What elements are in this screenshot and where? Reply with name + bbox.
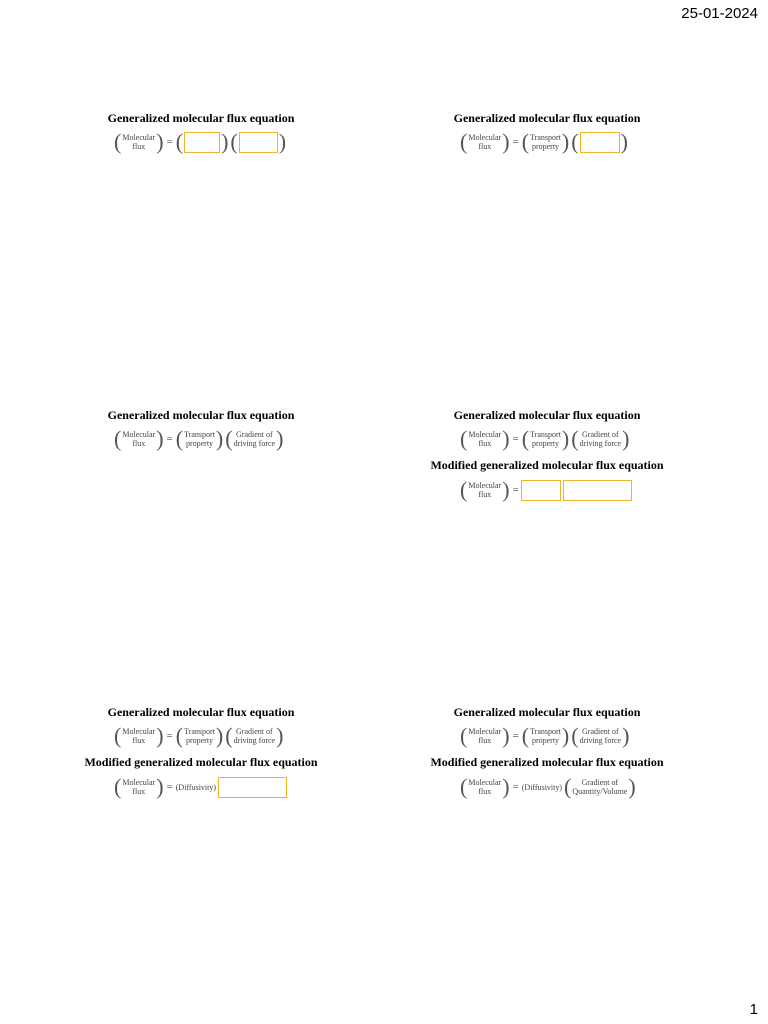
blank-term-1 <box>175 131 230 153</box>
driving-force-term: ( Gradient of driving force ) <box>570 428 630 450</box>
molecular-flux-term: ( Molecular flux ) <box>113 725 165 747</box>
slide-2 <box>346 105 730 402</box>
equals-sign: = <box>512 433 519 445</box>
slide-6 <box>346 699 730 996</box>
transport-property-term: ( Transport property ) <box>521 131 570 153</box>
molecular-flux-term: ( Molecular flux ) <box>459 428 511 450</box>
transport-property-term: ( Transport property ) <box>175 725 224 747</box>
molecular-flux-term: ( Molecular flux ) <box>459 479 511 501</box>
molecular-flux-term: ( Molecular flux ) <box>459 725 511 747</box>
equals-sign: = <box>512 484 519 496</box>
driving-force-term: ( Gradient of driving force ) <box>224 725 284 747</box>
slide-subtitle: Modified generalized molecular flux equation <box>430 458 664 472</box>
flux-equation <box>113 131 287 153</box>
modified-flux-equation <box>459 776 637 798</box>
transport-property-term: ( Transport property ) <box>521 725 570 747</box>
date-header: 25-01-2024 <box>681 5 758 22</box>
flux-equation <box>113 725 284 747</box>
modified-flux-equation <box>113 776 287 798</box>
highlight-box <box>563 480 632 501</box>
highlight-box <box>580 132 620 153</box>
equals-sign: = <box>166 433 173 445</box>
equals-sign: = <box>166 136 173 148</box>
page-number: 1 <box>749 1001 758 1018</box>
slide-title: Generalized molecular flux equation <box>453 408 641 422</box>
equals-sign: = <box>166 781 173 793</box>
slide-subtitle: Modified generalized molecular flux equation <box>430 755 664 769</box>
transport-property-term: ( Transport property ) <box>521 428 570 450</box>
diffusivity-term: (Diffusivity) <box>521 782 563 792</box>
equals-sign: = <box>512 730 519 742</box>
flux-equation <box>459 131 629 153</box>
molecular-flux-term: ( Molecular flux ) <box>113 776 165 798</box>
slide-title: Generalized molecular flux equation <box>453 705 641 719</box>
diffusivity-term: (Diffusivity) <box>175 782 217 792</box>
driving-force-term: ( Gradient of driving force ) <box>224 428 284 450</box>
blank-term-2 <box>229 131 287 153</box>
molecular-flux-term: ( Molecular flux ) <box>113 131 165 153</box>
quantity-gradient-term: ( Gradient of Quantity/Volume ) <box>563 776 637 798</box>
transport-property-term: ( Transport property ) <box>175 428 224 450</box>
equals-sign: = <box>512 781 519 793</box>
equals-sign: = <box>512 136 519 148</box>
highlight-box <box>218 777 287 798</box>
slide-title: Generalized molecular flux equation <box>107 408 295 422</box>
slide-title: Generalized molecular flux equation <box>453 111 641 125</box>
slide-title: Generalized molecular flux equation <box>107 111 295 125</box>
molecular-flux-term: ( Molecular flux ) <box>113 428 165 450</box>
slide-4 <box>346 402 730 699</box>
flux-equation <box>459 428 630 450</box>
highlight-box <box>521 480 561 501</box>
molecular-flux-term: ( Molecular flux ) <box>459 131 511 153</box>
slide-3 <box>0 402 384 699</box>
slide-subtitle: Modified generalized molecular flux equation <box>84 755 318 769</box>
molecular-flux-term: ( Molecular flux ) <box>459 776 511 798</box>
blank-term <box>570 131 629 153</box>
equals-sign: = <box>166 730 173 742</box>
driving-force-term: ( Gradient of driving force ) <box>570 725 630 747</box>
slide-1 <box>0 105 384 402</box>
flux-equation <box>459 725 630 747</box>
modified-flux-equation <box>459 479 632 501</box>
highlight-box <box>239 132 278 153</box>
slide-title: Generalized molecular flux equation <box>107 705 295 719</box>
highlight-box <box>184 132 220 153</box>
flux-equation <box>113 428 284 450</box>
slide-5 <box>0 699 384 996</box>
